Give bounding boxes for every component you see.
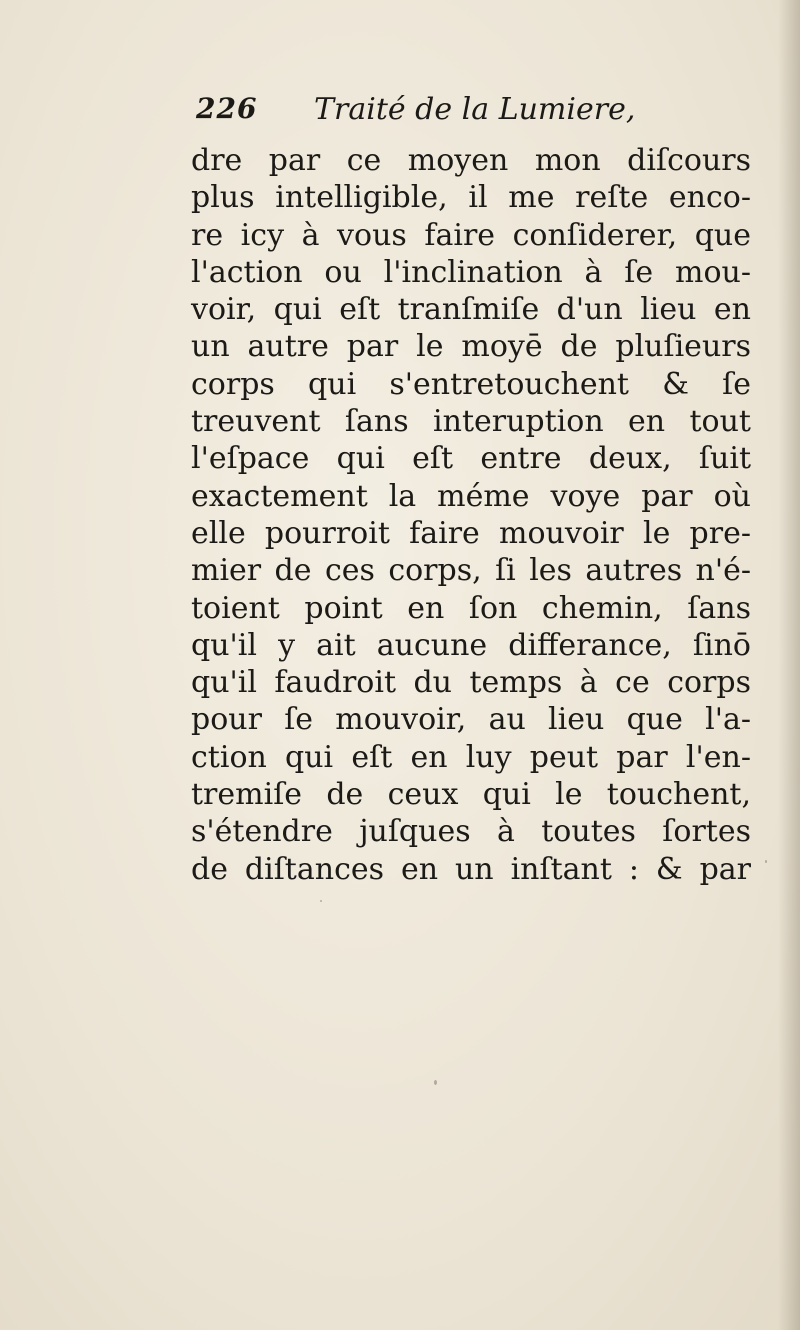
text-line: qu'il y ait aucune differance, ſinō: [191, 627, 751, 663]
text-line: qu'il faudroit du temps à ce corps: [191, 665, 751, 701]
text-line: de diſtances en un inſtant : & par: [191, 851, 751, 887]
text-line: dre par ce moyen mon diſcours: [191, 143, 751, 178]
text-line: l'action ou l'inclination à ſe mou-: [191, 254, 751, 290]
text-line: elle pourroit faire mouvoir le pre-: [191, 515, 751, 551]
paper-speck: [434, 1080, 437, 1085]
text-line: l'eſpace qui eſt entre deux, ſuit: [191, 441, 751, 477]
text-line: ction qui eſt en luy peut par l'en-: [191, 739, 751, 775]
text-line: s'étendre juſques à toutes ſortes: [191, 814, 751, 850]
text-line: exactement la méme voye par où: [191, 478, 751, 514]
paper-speck: [320, 900, 322, 902]
text-line: toient point en ſon chemin, ſans: [191, 590, 751, 626]
text-line: un autre par le moyē de pluſieurs: [191, 329, 751, 365]
page-number: 226: [196, 92, 258, 125]
text-line: pour ſe mouvoir, au lieu que l'a-: [191, 702, 751, 738]
text-line: mier de ces corps, ſi les autres n'é-: [191, 553, 751, 589]
body-text: [191, 142, 751, 888]
text-line: voir, qui eſt tranſmiſe d'un lieu en: [191, 292, 751, 328]
page-edge-shadow: [778, 0, 800, 1330]
text-line: corps qui s'entretouchent & ſe: [191, 366, 751, 402]
running-title: Traité de la Lumiere,: [314, 92, 636, 127]
text-line: re icy à vous faire conſiderer, que: [191, 217, 751, 253]
paper-speck: [765, 860, 767, 863]
text-line: treuvent ſans interuption en tout: [191, 404, 751, 440]
page-header: [196, 92, 756, 136]
text-line: plus intelligible, il me reſte enco-: [191, 180, 751, 216]
text-line: tremiſe de ceux qui le touchent,: [191, 777, 751, 813]
